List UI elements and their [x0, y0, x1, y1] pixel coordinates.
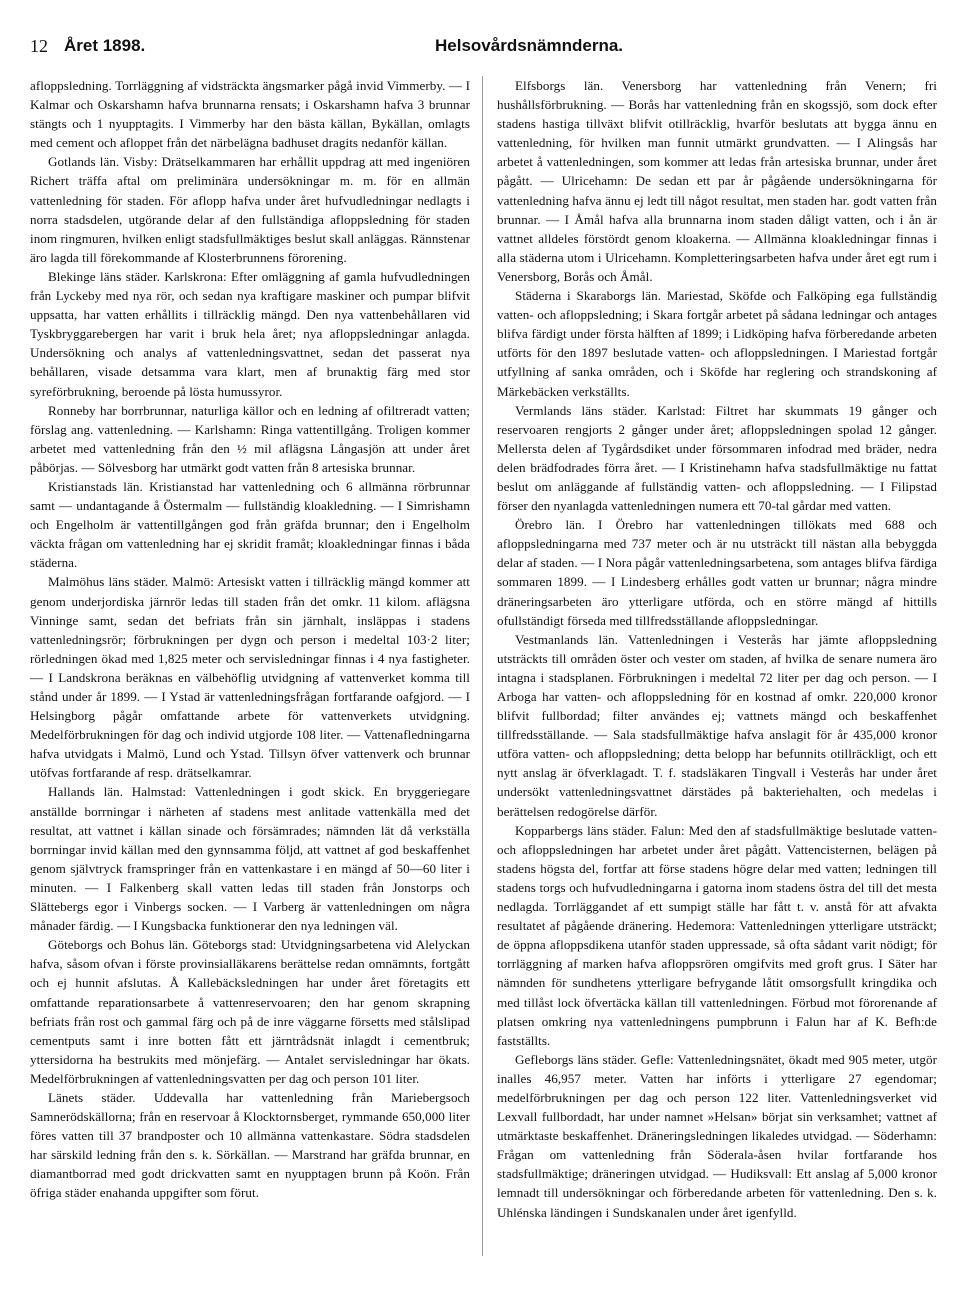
paragraph: Örebro län. I Örebro har vattenledningen tillökats med 688 och afloppsledningarna med 737 meter och är nu utsträckt till nästan alla bebyggda delar af staden. — I Nora pågår vattenledningsarbetena, som antages blifva färdiga sommaren 1899. — I Lindesberg erhålles godt vatten ur brunnar; några mindre dräneringsarbeten äro ytterligare utförda, och en större mängd af hittills ofullständigt förseda med tillfredsställande afloppsledningar. [497, 517, 937, 628]
paragraph: Vermlands läns städer. Karlstad: Filtret har skummats 19 gånger och reservoaren rengjorts 2 gånger under året; afloppsledningen spolad 12 gånger. Mellersta delen af Tygårdsdiket under försommaren infodrad med bräder, nedra delen brädfodrades förra året. — I Kristinehamn hafva stadsfullmäktige nu fattat beslut om anläggande af fullständig vatten- och afloppsledning. — I Filipstad förser den nyanlagda vattenledningen numera ett 70-tal gårdar med vatten. [497, 402, 937, 514]
running-year: Året 1898. [64, 36, 146, 55]
column-divider [482, 76, 483, 1256]
paragraph: Malmöhus läns städer. Malmö: Artesiskt vatten i tillräcklig mängd kommer att genom underjordiska järnrör ledas till staden från det omkr. 11 kilom. aflägsna Vinninge samt, sedan det befriats från sin järnhalt, insläppas i stadens vattenledningsrör; förbrukningen per dygn och person i medeltal 103·2 liter; rörledningen ökad med 1,825 meter och servisledningar finnas i 4 nya fastigheter. — I Landskrona beräknas en välbehöflig utvidgning af vattenverket komma till stånd under år 1899. — I Ystad är vattenledningsfrågan fortfarande oafgjord. — I Helsingborg pågår omfattande arbete för vattenverkets utvidgning. Medelförbrukningen för dag och individ utgjorde 108 liter. — Vattenafledningarna hafva utvidgats i Malmö, Lund och Ystad. Tillsyn öfver vattenverk och brunnar utöfvas fortfarande af resp. drätselkamrar. [30, 574, 470, 781]
right-column [497, 76, 937, 1276]
paragraph: Hallands län. Halmstad: Vattenledningen i godt skick. En bryggeriegare anställde borrningar i närheten af stadens mest anlitade vattenkälla med det resultat, att vattnet i källan sinade och försämrades; nämnden lät då verkställa borrningar invid källan med den gynnsamma följd, att vattnet af god beskaffenhet genom självtryck framspringer från en vattenkastare i en mängd af 50—60 liter i minuten. — I Falkenberg skall vatten ledas till staden från Jonstorps och Slättebergs egor i Vinbergs socken. — I Varberg är vattenledningen om några månader färdig. — I Kungsbacka funktionerar den nya ledningen väl. [30, 784, 470, 934]
paragraph: Städerna i Skaraborgs län. Mariestad, Sköfde och Falköping ega fullständig vatten- och afloppsledning; i Skara fortgår arbetet på sådana ledningar och antages blifva färdigt under första hälften af 1899; i Lidköping hafva förberedande arbeten utförts för den 1897 beslutade vatten- och afloppsledningen. I Mariestad fortgår utfyllning af sanka områden, och i Sköfde har reglering och strandskoning af Märkebäcken verkställts. [497, 288, 937, 399]
running-title: Helsovårdsnämnderna. [435, 36, 624, 55]
paragraph: afloppsledning. Torrläggning af vidsträckta ängsmarker pågå invid Vimmerby. — I Kalmar och Oskarshamn hafva brunnarna rensats; i Oskarshamn hafva 3 brunnar stängts och 1 nyupptagits. I Vimmerby har den bästa källan, Bykällan, omlagts med cement och afloppet från det närbelägna badhuset dragits nedanför källan. [30, 78, 470, 151]
paragraph: Elfsborgs län. Venersborg har vattenledning från Venern; fri hushållsförbrukning. — Borås har vattenledning från en skogssjö, som dock efter stadens hastiga tillväxt blifvit otillräcklig, hvarför beslutats att bygga ännu en vattenledning, för hvilken man funnit utmärkt grundvatten. — I Alingsås har arbetet å vattenledningen, som kommer att ledas från artesiska brunnar, under året pågått. — Ulricehamn: De sedan ett par år pågående undersökningarna för vattenledning hafva ännu ej ledt till något resultat, men staden har. godt vatten från brunnar. — I Åmål hafva alla brunnarna inom staden dåligt vatten, och i ån är vattnet alldeles förstördt genom kloakerna. — Allmänna kloakledningar finnas i alla städerna utom i Ulricehamn. Kompletteringsarbeten hafva under året egt rum i Venersborg, Borås och Åmål. [497, 78, 937, 284]
paragraph: Kopparbergs läns städer. Falun: Med den af stadsfullmäktige beslutade vatten- och afloppsledningen har arbetet under året pågått. Vattencisternen, belägen på stadens högsta del, fortfar att förse stadens högre delar med vatten; ledningen till stadens torgs och hufvudledningarna i gatorna inom stadens östra del till det mesta nedlagda. Torrläggandet af ett sumpigt ställe har fått t. v. anstå för att afvakta resultatet af pågående dränering. Hedemora: Vattenledningen ytterligare utsträckt; de öppna afloppsdikena utanför staden uppressade, så ofta sådant varit nödigt; för torrläggning af marken hafva afloppsrören omgifvits med groft grus. I Säter har nämnden för sundhetens ytterligare befrygande låtit omsorgsfullt kringdika och med tillåst lock öfvertäcka källan till vattenledningen. Förbud mot förorenande af platsen omkring nya vattenledningens pumpbrunn i Falun har af K. Befh:de fastställts. [497, 822, 937, 1048]
paragraph: Blekinge läns städer. Karlskrona: Efter omläggning af gamla hufvudledningen från Lyckeby med nya rör, och sedan nya kraftigare maskiner och pumpar blifvit uppsatta, har vatten erhållits i tillräcklig mängd. Den nya vattenbehållaren vid Tyskbryggarebergen har varit i bruk hela året; nya afloppsledningar anlagda. Undersökning och analys af vattenledningsvattnet, sedan det passerat nya behållaren, visade detsamma vara klart, men af brunaktig färg med stor syreförbrukning, beroende på lösta humussyror. [30, 268, 470, 399]
paragraph: Göteborgs och Bohus län. Göteborgs stad: Utvidgningsarbetena vid Alelyckan hafva, såsom ofvan i förste provinsialläkarens berättelse redan omnämnts, fortgått och ej hunnit afslutas. Å Kallebäcksledningen har under året företagits ett omfattande reparationsarbete å vattenreservoaren; den har genom skrapning befriats från rost och gammal färg och på de inre väggarne försetts med stålslipad cementputs samt i inre botten fått ett järntrådsnät inlagdt i cementbruk; yttersidorna ha bestrukits med mönjefärg. — Antalet servisledningar har ökats. Medelförbrukningen af vattenledningsvatten per dag och person 101 liter. [30, 937, 470, 1086]
paragraph: Gefleborgs läns städer. Gefle: Vattenledningsnätet, ökadt med 905 meter, utgör inalles 46,957 meter. Vatten har införts i ytterligare 27 egendomar; medelförbrukningen per dag och person 122 liter. Vattenledningsverket vid Lexvall fullbordadt, har under namnet »Helsan» börjat sin verksamhet; vattnet af utmärktaste beskaffenhet. Dräneringsledningen likaledes utvidgad. — Söderhamn: Frågan om vattenledning från Söderala-åsen hvilar fortfarande hos stadsfullmäktige; dräneringen utvidgad. — Hudiksvall: Ett anslag af 5,000 kronor lemnadt till undersökningar och förberedande arbeten för vattenledning. Den s. k. Uhlénska ländingen i Sundskanalen under året igenfylld. [497, 1051, 937, 1220]
left-column [30, 76, 470, 1276]
paragraph: Länets städer. Uddevalla har vattenledning från Mariebergsoch Samnerödskällorna; från en reservoar å Klocktornsberget, rymmande 650,000 liter föres vatten till 37 brandposter och 10 allmänna vattenkastare. Södra stadsdelen har särskild ledning från den s. k. Sörkällan. — Marstrand har gräfda brunnar, en diamantborrad med godt drickvatten samt en nyupptagen brunn på Koön. Från öfriga städer enahanda uppgifter som förut. [30, 1089, 470, 1201]
page-number: 12 [30, 36, 48, 56]
running-header [30, 36, 930, 64]
paragraph: Gotlands län. Visby: Drätselkammaren har erhållit uppdrag att med ingeniören Richert träffa aftal om preliminära undersökningar m. m. för en allmän vattenledning för staden. För aflopp hafva under året hufvudledningar nedlagts i norra stadsdelen, utgörande delar af den fullständiga afloppsledning för staden inom ringmuren, hvilken enligt stadsfullmäktiges beslut skall anläggas. Rännstenar äro lagda till förekommande af Klosterbrunnens förorening. [30, 154, 470, 265]
paragraph: Kristianstads län. Kristianstad har vattenledning och 6 allmänna rörbrunnar samt — undantagande å Östermalm — fullständig kloakledning. — I Simrishamn och Engelholm är vattentillgången god från gräfda brunnar; den i Engelholm väckta frågan om vattenledning har ej skridit framåt; kloakledningar finnas i båda städerna. [30, 478, 470, 571]
paragraph: Vestmanlands län. Vattenledningen i Vesterås har jämte afloppsledning utsträckts till områden öster och vester om staden, af hvilka de senare numera äro intagna i stadsplanen. Förbrukningen i medeltal 72 liter per dag och person. — I Arboga har vatten- och afloppsledning för en kostnad af omkr. 220,000 kronor blifvit fullbordad; filter användes ej; vattnets mängd och beskaffenhet tillfredsställande. — Sala stadsfullmäktige hafva anslagit för år 435,000 kronor utföra vatten- och afloppsledning; detta belopp har befunnits otillräckligt, och ett nytt anslag är öfverklagadt. T. f. stadsläkaren Tingvall i Vesterås har under året undersökt vattenledningsvattnet därstädes på bakteriehalten, och medelas i berättelsen redogörelse därför. [497, 631, 937, 819]
paragraph: Ronneby har borrbrunnar, naturliga källor och en ledning af ofiltreradt vatten; förslag ang. vattenledning. — Karlshamn: Ringa vattentillgång. Troligen kommer arbetet med vattenledning från den ½ mil aflägsna Långasjön att under året påbörjas. — Sölvesborg har utmärkt godt vatten från 8 artesiska brunnar. [30, 402, 470, 475]
